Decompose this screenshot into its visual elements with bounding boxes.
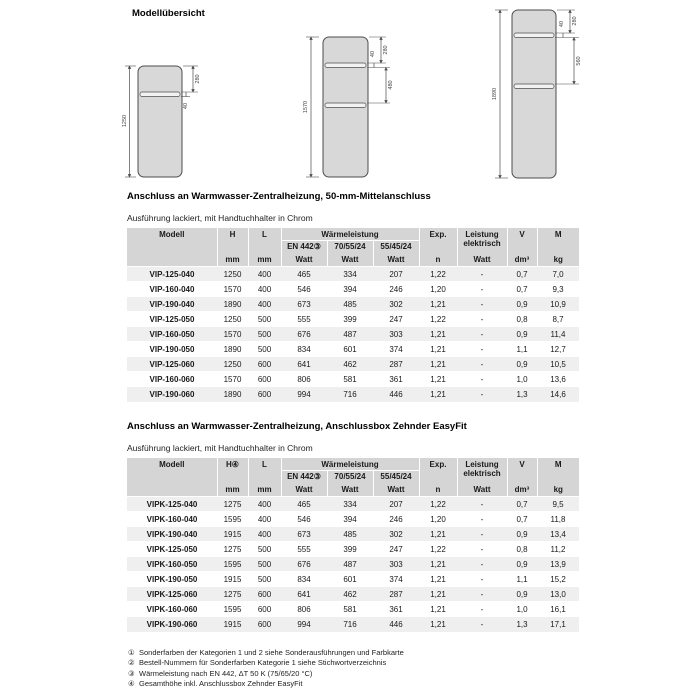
cell-55-45-24: 361 xyxy=(373,602,419,617)
cell-m: 15,2 xyxy=(537,572,579,587)
cell-70-55-24: 394 xyxy=(327,512,373,527)
cell-v: 1,3 xyxy=(507,617,537,632)
cell-l: 400 xyxy=(248,512,281,527)
col-header-leistung: Leistung elektrisch Watt xyxy=(457,458,507,497)
col-header-modell: Modell xyxy=(127,458,217,497)
footnote-mark: ③ xyxy=(128,668,135,678)
table-row xyxy=(127,297,579,312)
table-header-row xyxy=(127,458,579,497)
towel-bar-2 xyxy=(325,103,366,108)
cell-55-45-24: 303 xyxy=(373,557,419,572)
cell-en442: 994 xyxy=(281,387,327,402)
table-row xyxy=(127,387,579,402)
footnotes xyxy=(128,648,598,690)
footnote-mark: ④ xyxy=(128,679,135,689)
cell-70-55-24: 601 xyxy=(327,342,373,357)
footnote-text: Bestell-Nummern für Sonderfarben Kategorie 1 siehe Stichwortverzeichnis xyxy=(139,658,387,668)
cell-v: 0,8 xyxy=(507,312,537,327)
cell-l: 500 xyxy=(248,312,281,327)
section2-heading: Anschluss an Warmwasser-Zentralheizung, Anschlussbox Zehnder EasyFit xyxy=(127,421,467,432)
cell-model: VIPK-190-050 xyxy=(127,572,217,587)
cell-model: VIPK-160-060 xyxy=(127,602,217,617)
cell-en442: 465 xyxy=(281,267,327,282)
cell-70-55-24: 399 xyxy=(327,312,373,327)
cell-h: 1275 xyxy=(217,542,248,557)
cell-en442: 834 xyxy=(281,342,327,357)
cell-h: 1250 xyxy=(217,312,248,327)
cell-70-55-24: 581 xyxy=(327,602,373,617)
footnote-text: Gesamthöhe inkl. Anschlussbox Zehnder EasyFit xyxy=(139,679,303,689)
towel-bar-1 xyxy=(325,63,366,68)
footnote-mark: ② xyxy=(128,658,135,668)
cell-elektrisch: - xyxy=(457,342,507,357)
cell-elektrisch: - xyxy=(457,497,507,512)
table-row xyxy=(127,372,579,387)
cell-h: 1915 xyxy=(217,617,248,632)
cell-elektrisch: - xyxy=(457,527,507,542)
cell-v: 0,9 xyxy=(507,327,537,342)
cell-l: 600 xyxy=(248,357,281,372)
cell-l: 600 xyxy=(248,387,281,402)
cell-h: 1275 xyxy=(217,497,248,512)
cell-55-45-24: 302 xyxy=(373,527,419,542)
cell-exp: 1,20 xyxy=(419,282,457,297)
col-header-l: L mm xyxy=(248,228,281,267)
table-row xyxy=(127,282,579,297)
cell-m: 13,0 xyxy=(537,587,579,602)
col-header-en442: EN 442③ Watt xyxy=(287,242,321,264)
table-row xyxy=(127,357,579,372)
cell-55-45-24: 287 xyxy=(373,357,419,372)
cell-en442: 806 xyxy=(281,372,327,387)
cell-model: VIP-190-050 xyxy=(127,342,217,357)
cell-h: 1890 xyxy=(217,387,248,402)
dim-label-between: 560 xyxy=(576,56,582,66)
col-header-70-55-24: 70/55/24 Watt xyxy=(327,471,373,496)
cell-elektrisch: - xyxy=(457,282,507,297)
cell-model: VIP-160-060 xyxy=(127,372,217,387)
cell-v: 1,3 xyxy=(507,387,537,402)
cell-v: 1,1 xyxy=(507,572,537,587)
cell-55-45-24: 302 xyxy=(373,297,419,312)
cell-55-45-24: 303 xyxy=(373,327,419,342)
section1-subheading: Ausführung lackiert, mit Handtuchhalter in Chrom xyxy=(127,213,313,223)
cell-en442: 676 xyxy=(281,327,327,342)
page-title: Modellübersicht xyxy=(132,8,205,19)
towel-bar-1 xyxy=(514,33,554,38)
cell-exp: 1,21 xyxy=(419,572,457,587)
col-header-70-55-24: 70/55/24 Watt xyxy=(327,241,373,266)
col-header-exp: Exp. n xyxy=(419,228,457,267)
cell-en442: 546 xyxy=(281,282,327,297)
cell-en442: 465 xyxy=(281,497,327,512)
cell-55-45-24: 247 xyxy=(373,312,419,327)
cell-model: VIP-125-060 xyxy=(127,357,217,372)
cell-en442: 673 xyxy=(281,297,327,312)
cell-70-55-24: 334 xyxy=(327,497,373,512)
cell-l: 400 xyxy=(248,297,281,312)
footnote-mark: ① xyxy=(128,648,135,657)
cell-70-55-24: 487 xyxy=(327,557,373,572)
cell-m: 11,2 xyxy=(537,542,579,557)
cell-en442: 806 xyxy=(281,602,327,617)
cell-70-55-24: 716 xyxy=(327,617,373,632)
col-header-v: V dm³ xyxy=(507,458,537,497)
spec-table-vip xyxy=(127,228,579,402)
cell-exp: 1,21 xyxy=(419,342,457,357)
col-header-waermeleistung: Wärmeleistung EN 442③ Watt 70/55/24 Watt 55/45/24 Watt xyxy=(281,228,419,267)
table-row xyxy=(127,327,579,342)
dim-label-top-offset: 280 xyxy=(383,45,389,55)
col-header-m: M kg xyxy=(537,228,579,267)
cell-l: 500 xyxy=(248,327,281,342)
cell-55-45-24: 374 xyxy=(373,342,419,357)
cell-h: 1595 xyxy=(217,602,248,617)
radiator-diagram-vip-125 xyxy=(120,56,204,186)
dim-label-height: 1890 xyxy=(492,87,498,101)
cell-en442: 994 xyxy=(281,617,327,632)
cell-elektrisch: - xyxy=(457,617,507,632)
cell-model: VIPK-125-060 xyxy=(127,587,217,602)
cell-elektrisch: - xyxy=(457,327,507,342)
cell-model: VIPK-125-050 xyxy=(127,542,217,557)
cell-en442: 641 xyxy=(281,587,327,602)
table-row xyxy=(127,602,579,617)
cell-l: 400 xyxy=(248,267,281,282)
col-header-55-45-24: 55/45/24 Watt xyxy=(373,241,419,266)
cell-elektrisch: - xyxy=(457,297,507,312)
cell-en442: 641 xyxy=(281,357,327,372)
cell-elektrisch: - xyxy=(457,542,507,557)
dim-label-top-offset: 280 xyxy=(195,74,201,84)
cell-70-55-24: 462 xyxy=(327,587,373,602)
cell-exp: 1,21 xyxy=(419,357,457,372)
radiator-body xyxy=(138,66,182,177)
col-header-exp: Exp. n xyxy=(419,458,457,497)
col-header-leistung: Leistung elektrisch Watt xyxy=(457,228,507,267)
cell-exp: 1,21 xyxy=(419,557,457,572)
cell-elektrisch: - xyxy=(457,387,507,402)
cell-70-55-24: 716 xyxy=(327,387,373,402)
cell-m: 8,7 xyxy=(537,312,579,327)
table-row xyxy=(127,617,579,632)
cell-model: VIPK-190-060 xyxy=(127,617,217,632)
table-row xyxy=(127,587,579,602)
cell-exp: 1,21 xyxy=(419,387,457,402)
cell-l: 400 xyxy=(248,527,281,542)
cell-v: 0,7 xyxy=(507,512,537,527)
cell-elektrisch: - xyxy=(457,587,507,602)
col-header-h: H④ mm xyxy=(217,458,248,497)
cell-70-55-24: 394 xyxy=(327,282,373,297)
cell-exp: 1,21 xyxy=(419,372,457,387)
cell-v: 0,7 xyxy=(507,267,537,282)
footnote-line xyxy=(128,669,598,679)
table-row xyxy=(127,342,579,357)
cell-l: 600 xyxy=(248,587,281,602)
cell-model: VIP-190-060 xyxy=(127,387,217,402)
cell-h: 1915 xyxy=(217,572,248,587)
cell-model: VIP-190-040 xyxy=(127,297,217,312)
cell-l: 500 xyxy=(248,557,281,572)
cell-elektrisch: - xyxy=(457,357,507,372)
cell-m: 14,6 xyxy=(537,387,579,402)
col-header-55-45-24: 55/45/24 Watt xyxy=(373,471,419,496)
cell-en442: 555 xyxy=(281,542,327,557)
cell-exp: 1,21 xyxy=(419,527,457,542)
cell-v: 0,9 xyxy=(507,527,537,542)
cell-m: 7,0 xyxy=(537,267,579,282)
cell-h: 1915 xyxy=(217,527,248,542)
cell-70-55-24: 487 xyxy=(327,327,373,342)
col-header-l: L mm xyxy=(248,458,281,497)
dim-label-height: 1570 xyxy=(303,100,309,114)
col-header-h: H mm xyxy=(217,228,248,267)
towel-bar xyxy=(140,92,180,97)
cell-55-45-24: 446 xyxy=(373,387,419,402)
cell-model: VIPK-125-040 xyxy=(127,497,217,512)
cell-h: 1250 xyxy=(217,357,248,372)
cell-m: 17,1 xyxy=(537,617,579,632)
cell-70-55-24: 462 xyxy=(327,357,373,372)
cell-m: 16,1 xyxy=(537,602,579,617)
cell-elektrisch: - xyxy=(457,512,507,527)
cell-model: VIP-160-040 xyxy=(127,282,217,297)
cell-elektrisch: - xyxy=(457,372,507,387)
dim-label-bar: 40 xyxy=(370,50,376,58)
cell-m: 12,7 xyxy=(537,342,579,357)
radiator-diagram-vip-160 xyxy=(299,26,397,188)
cell-en442: 676 xyxy=(281,557,327,572)
cell-v: 0,9 xyxy=(507,297,537,312)
cell-v: 1,0 xyxy=(507,602,537,617)
cell-m: 11,4 xyxy=(537,327,579,342)
cell-h: 1595 xyxy=(217,557,248,572)
cell-v: 0,9 xyxy=(507,557,537,572)
col-header-en442: EN 442③ Watt xyxy=(287,472,321,494)
cell-model: VIPK-190-040 xyxy=(127,527,217,542)
cell-exp: 1,21 xyxy=(419,297,457,312)
cell-h: 1890 xyxy=(217,297,248,312)
cell-model: VIPK-160-050 xyxy=(127,557,217,572)
dim-label-between: 480 xyxy=(388,80,394,90)
cell-55-45-24: 246 xyxy=(373,512,419,527)
cell-exp: 1,22 xyxy=(419,267,457,282)
cell-en442: 555 xyxy=(281,312,327,327)
dim-label-bar: 40 xyxy=(183,102,189,110)
cell-h: 1890 xyxy=(217,342,248,357)
cell-model: VIP-125-050 xyxy=(127,312,217,327)
table-row xyxy=(127,557,579,572)
table-row xyxy=(127,267,579,282)
cell-model: VIP-160-050 xyxy=(127,327,217,342)
cell-55-45-24: 446 xyxy=(373,617,419,632)
cell-elektrisch: - xyxy=(457,267,507,282)
cell-l: 500 xyxy=(248,342,281,357)
table-row xyxy=(127,572,579,587)
dim-label-height: 1250 xyxy=(122,114,128,128)
cell-l: 500 xyxy=(248,542,281,557)
cell-l: 500 xyxy=(248,572,281,587)
cell-55-45-24: 287 xyxy=(373,587,419,602)
table-header-row xyxy=(127,228,579,267)
cell-70-55-24: 601 xyxy=(327,572,373,587)
cell-70-55-24: 334 xyxy=(327,267,373,282)
cell-en442: 546 xyxy=(281,512,327,527)
cell-h: 1570 xyxy=(217,327,248,342)
footnote-text: Sonderfarben der Kategorien 1 und 2 siehe Sonderausführungen und Farbkarte xyxy=(139,648,404,657)
section1-heading: Anschluss an Warmwasser-Zentralheizung, 50-mm-Mittelanschluss xyxy=(127,191,431,202)
cell-l: 600 xyxy=(248,372,281,387)
cell-exp: 1,22 xyxy=(419,497,457,512)
cell-v: 0,9 xyxy=(507,357,537,372)
cell-70-55-24: 485 xyxy=(327,297,373,312)
table-row xyxy=(127,497,579,512)
col-header-waermeleistung: Wärmeleistung EN 442③ Watt 70/55/24 Watt 55/45/24 Watt xyxy=(281,458,419,497)
cell-exp: 1,21 xyxy=(419,327,457,342)
cell-m: 10,5 xyxy=(537,357,579,372)
cell-h: 1570 xyxy=(217,372,248,387)
footnote-line xyxy=(128,679,598,689)
cell-model: VIP-125-040 xyxy=(127,267,217,282)
cell-en442: 834 xyxy=(281,572,327,587)
cell-l: 600 xyxy=(248,602,281,617)
cell-exp: 1,21 xyxy=(419,602,457,617)
cell-m: 11,8 xyxy=(537,512,579,527)
cell-h: 1570 xyxy=(217,282,248,297)
cell-m: 13,4 xyxy=(537,527,579,542)
section2-subheading: Ausführung lackiert, mit Handtuchhalter in Chrom xyxy=(127,443,313,453)
spec-table-vipk xyxy=(127,458,579,632)
cell-h: 1250 xyxy=(217,267,248,282)
cell-v: 0,8 xyxy=(507,542,537,557)
cell-exp: 1,21 xyxy=(419,587,457,602)
table-row xyxy=(127,512,579,527)
cell-elektrisch: - xyxy=(457,572,507,587)
cell-55-45-24: 207 xyxy=(373,267,419,282)
cell-55-45-24: 374 xyxy=(373,572,419,587)
table-row xyxy=(127,527,579,542)
cell-m: 9,5 xyxy=(537,497,579,512)
cell-v: 0,7 xyxy=(507,497,537,512)
cell-55-45-24: 361 xyxy=(373,372,419,387)
cell-m: 13,9 xyxy=(537,557,579,572)
cell-model: VIPK-160-040 xyxy=(127,512,217,527)
footnote-line xyxy=(128,658,598,668)
cell-v: 1,0 xyxy=(507,372,537,387)
col-header-v: V dm³ xyxy=(507,228,537,267)
cell-v: 0,9 xyxy=(507,587,537,602)
cell-elektrisch: - xyxy=(457,557,507,572)
dim-label-bar: 40 xyxy=(559,20,565,28)
cell-exp: 1,22 xyxy=(419,312,457,327)
cell-m: 10,9 xyxy=(537,297,579,312)
cell-m: 9,3 xyxy=(537,282,579,297)
cell-l: 400 xyxy=(248,497,281,512)
cell-70-55-24: 581 xyxy=(327,372,373,387)
cell-v: 1,1 xyxy=(507,342,537,357)
cell-exp: 1,21 xyxy=(419,617,457,632)
cell-55-45-24: 247 xyxy=(373,542,419,557)
cell-elektrisch: - xyxy=(457,312,507,327)
cell-l: 600 xyxy=(248,617,281,632)
dim-label-top-offset: 280 xyxy=(572,16,578,26)
cell-exp: 1,22 xyxy=(419,542,457,557)
cell-en442: 673 xyxy=(281,527,327,542)
footnote-line xyxy=(128,648,598,658)
col-header-m: M kg xyxy=(537,458,579,497)
cell-elektrisch: - xyxy=(457,602,507,617)
table-row xyxy=(127,312,579,327)
cell-70-55-24: 485 xyxy=(327,527,373,542)
cell-55-45-24: 207 xyxy=(373,497,419,512)
cell-exp: 1,20 xyxy=(419,512,457,527)
cell-h: 1275 xyxy=(217,587,248,602)
towel-bar-2 xyxy=(514,84,554,89)
cell-h: 1595 xyxy=(217,512,248,527)
footnote-text: Wärmeleistung nach EN 442, ΔT 50 K (75/65/20 °C) xyxy=(139,668,313,678)
col-header-modell: Modell xyxy=(127,228,217,267)
cell-m: 13,6 xyxy=(537,372,579,387)
cell-70-55-24: 399 xyxy=(327,542,373,557)
cell-l: 400 xyxy=(248,282,281,297)
cell-55-45-24: 246 xyxy=(373,282,419,297)
radiator-diagram-vip-190 xyxy=(487,0,587,186)
table-row xyxy=(127,542,579,557)
cell-v: 0,7 xyxy=(507,282,537,297)
